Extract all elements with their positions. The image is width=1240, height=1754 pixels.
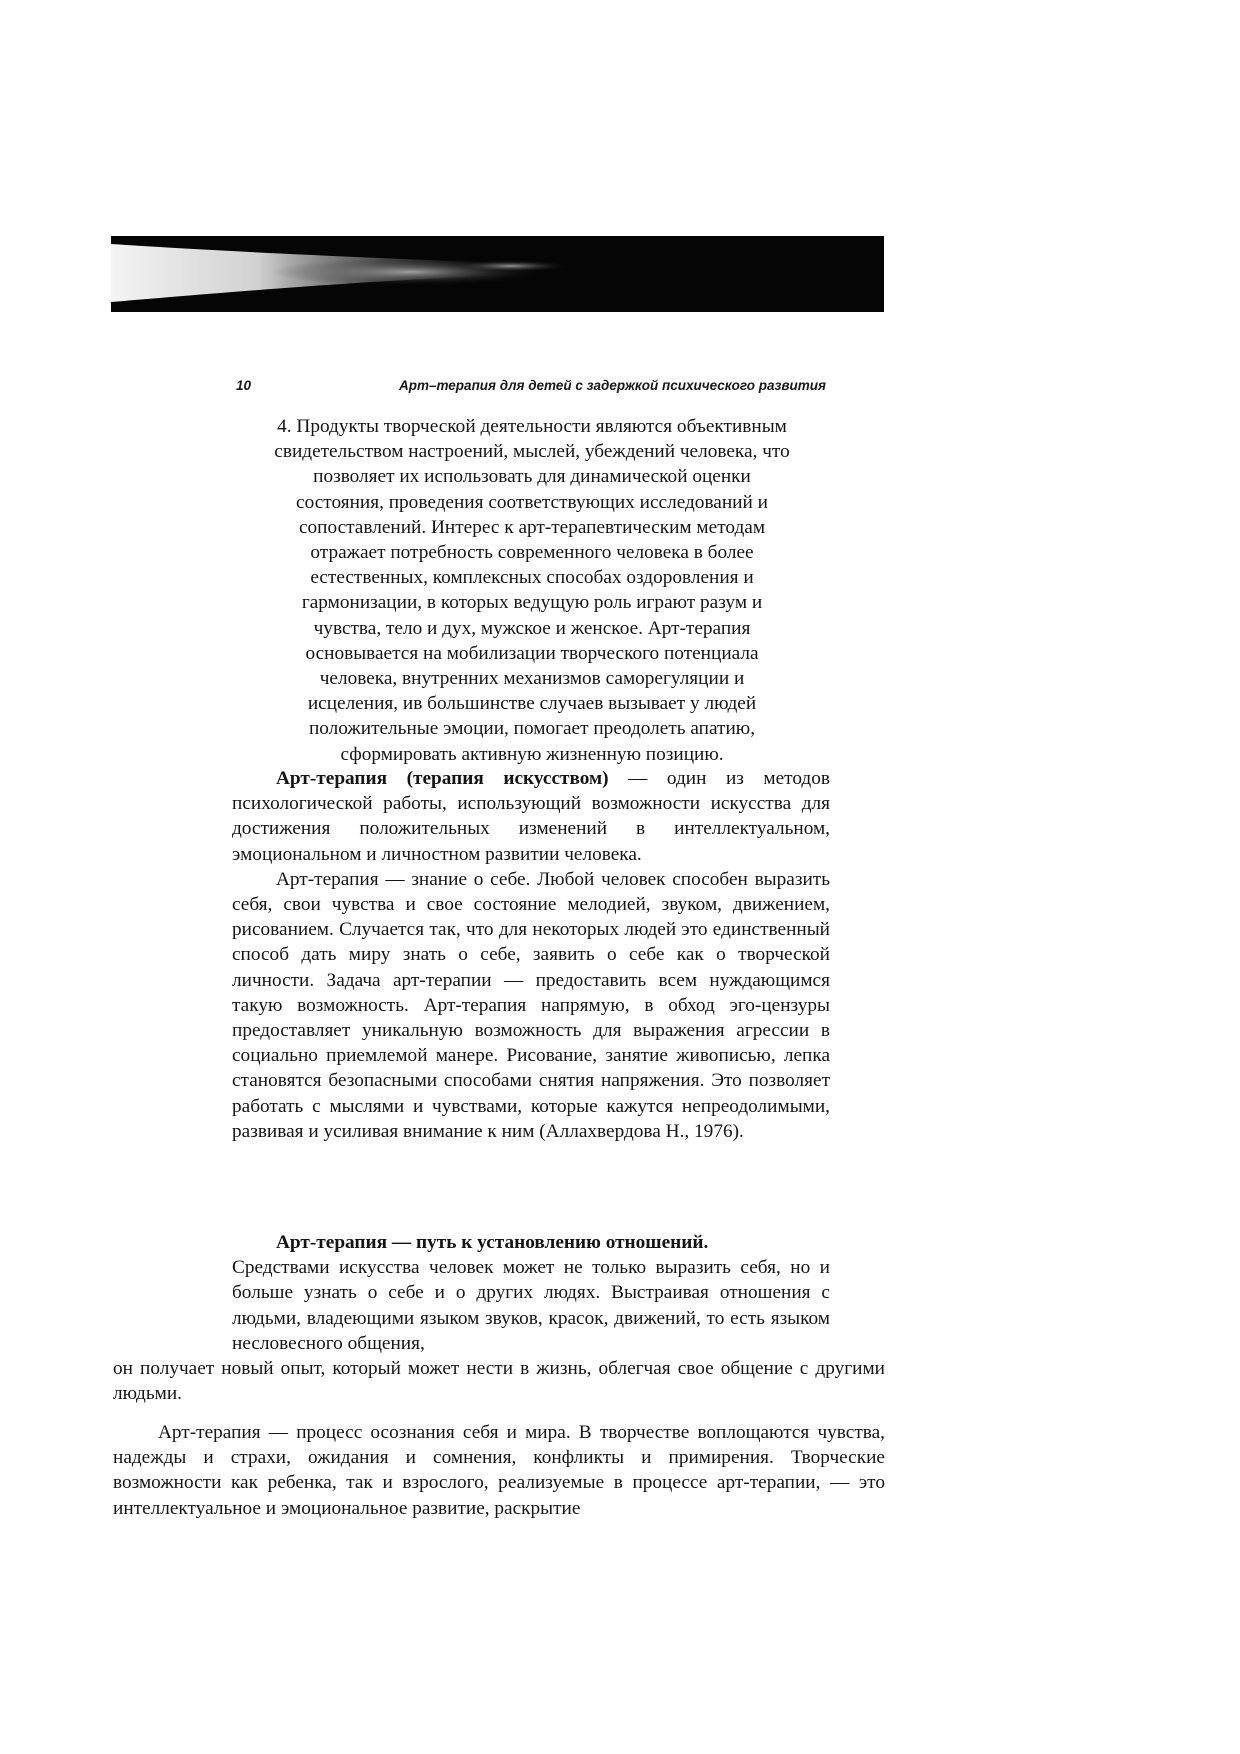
paragraph-products-centered bbox=[232, 414, 832, 767]
paragraph-awareness bbox=[113, 1420, 885, 1521]
relationships-text: Средствами искусства человек может не только выразить себя, но и больше узнать о себе и о других людях. Выстраивая отношения с людьми, владеющими языком звуков, красок, движений, то есть языком несловесного общения, bbox=[232, 1257, 830, 1354]
text-line: исцеления, ив большинстве случаев вызывает у людей bbox=[307, 693, 757, 715]
paragraph-new-experience bbox=[113, 1356, 885, 1406]
text-line: 4. Продукты творческой деятельности являются объективным bbox=[277, 416, 787, 437]
paragraph-definition bbox=[232, 766, 830, 867]
text-line: основывается на мобилизации творческого потенциала bbox=[305, 642, 759, 664]
definition-text: — один из методов психологической работы, использующий возможности искусства для достижения положительных изменений в интеллектуальном, эмоциональном и личностном развитии человека. bbox=[232, 768, 830, 865]
text-line: положительные эмоции, помогает преодолеть апатию, bbox=[308, 718, 756, 740]
text-line: отражает потребность современного человека в более bbox=[310, 542, 754, 564]
header-banner-image bbox=[111, 236, 884, 312]
paragraph-relationships bbox=[232, 1230, 830, 1356]
running-title: Арт–терапия для детей с задержкой психического развития bbox=[398, 378, 826, 393]
text-line: человека, внутренних механизмов саморегуляции и bbox=[319, 668, 745, 690]
text-line: сопоставлений. Интерес к арт-терапевтическим методам bbox=[298, 516, 766, 538]
paragraph-self-knowledge: Арт-терапия — знание о себе. Любой человек способен выразить себя, свои чувства и свое состояние мелодией, звуком, движением, рисованием. Случается так, что для некоторых людей это единственный способ дать миру знать о себе, заявить о себе как о творческой личности. Задача арт-терапии — предоставить всем нуждающимся такую возможность. Арт-терапия напрямую, в обход эго-цензуры предоставляет уникальную возможность для выражения агрессии в социально приемлемой манере. Рисование, занятие живописью, лепка становятся безопасными способами снятия напряжения. Это позволяет работать с мыслями и чувствами, которые кажутся непреодолимыми, развивая и усиливая внимание к ним (Аллахвердова Н., 1976). bbox=[232, 868, 830, 1142]
text-line: чувства, тело и дух, мужское и женское. Арт-терапия bbox=[313, 617, 751, 639]
term-art-therapy: Арт-терапия (терапия искусством) bbox=[276, 768, 609, 789]
text-line: естественных, комплексных способах оздоровления и bbox=[310, 567, 754, 589]
heading-relationships: Арт-терапия — путь к установлению отношений. bbox=[276, 1232, 709, 1253]
text-line: свидетельством настроений, мыслей, убеждений человека, что bbox=[274, 441, 790, 463]
page-number: 10 bbox=[236, 378, 252, 393]
paragraphs-definition-block bbox=[232, 766, 830, 1144]
text-line: позволяет их использовать для динамической оценки bbox=[313, 466, 751, 488]
new-experience-text: он получает новый опыт, который может нести в жизнь, облегчая свое общение с другими людьми. bbox=[113, 1358, 885, 1405]
text-line: сформировать активную жизненную позицию. bbox=[340, 743, 724, 765]
text-line: состояния, проведения соответствующих исследований и bbox=[296, 491, 768, 513]
text-line: гармонизации, в которых ведущую роль играют разум и bbox=[301, 592, 763, 614]
running-header bbox=[236, 378, 826, 402]
awareness-text: Арт-терапия — процесс осознания себя и мира. В творчестве воплощаются чувства, надежды и страхи, ожидания и сомнения, конфликты и примирения. Творческие возможности как ребенка, так и взрослого, реализуемые в процессе арт-терапии, — это интеллектуальное и эмоциональное развитие, раскрытие bbox=[113, 1422, 885, 1519]
